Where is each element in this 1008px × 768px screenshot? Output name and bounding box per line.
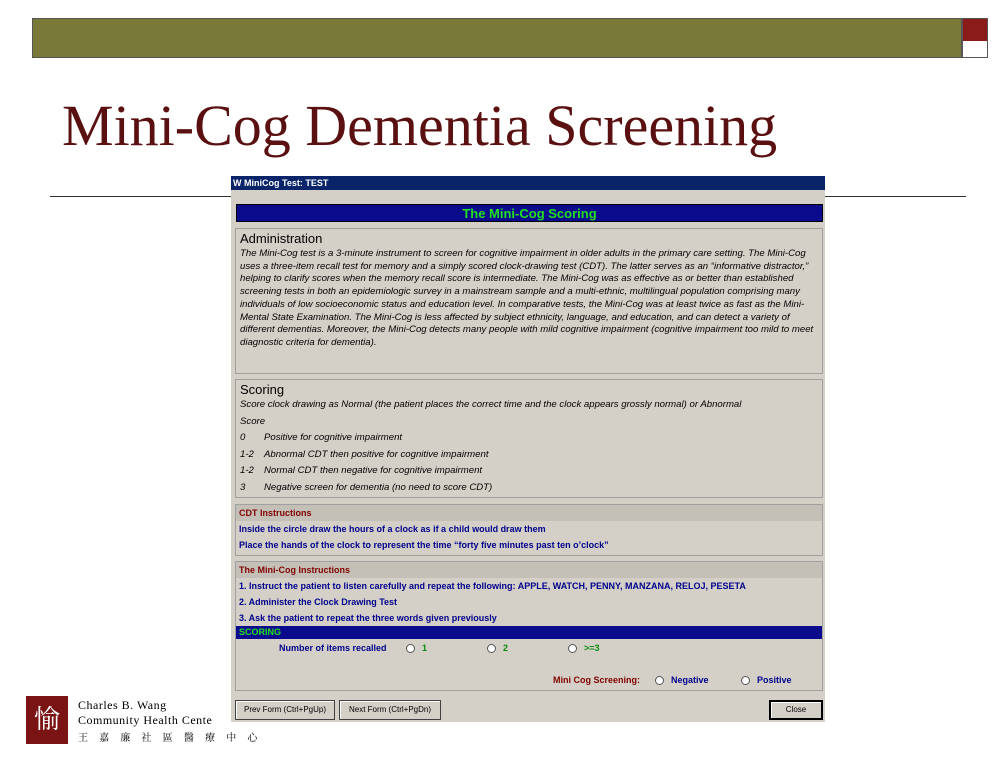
- logo-name: [78, 698, 212, 728]
- cdt-heading: CDT Instructions: [236, 505, 822, 521]
- scoring-score-label: Score: [240, 415, 266, 427]
- scoring-code: 3: [240, 481, 246, 493]
- cdt-line: Place the hands of the clock to represent the time “forty five minutes past ten o’clock”: [239, 540, 609, 550]
- scoring-intro: Score clock drawing as Normal (the patient places the correct time and the clock appears grossly normal) or Abnormal: [240, 399, 742, 410]
- items-recalled-label: Number of items recalled: [279, 643, 387, 653]
- radio-items-3plus[interactable]: [568, 644, 577, 653]
- window-title-bar: W MiniCog Test: TEST: [231, 176, 825, 190]
- instruction-line: 2. Administer the Clock Drawing Test: [239, 597, 398, 607]
- scoring-text: Normal CDT then negative for cognitive impairment: [264, 465, 483, 476]
- administration-text: The Mini-Cog test is a 3-minute instrument to screen for cognitive impairment in older adults in the primary care setting. The Mini-Cog uses a three-item recall test for memory and a simply scored clock-drawing test (CDT). The latter serves as an “informative distractor,” helping to clarify scores when the memory recall score is intermediate. The Mini-Cog was as effective as or better than established screening tests in both an epidemiologic survey in a mainstream sample and a multi-ethnic, multilingual population comprising many individuals of low socioeconomic status and education level. In comparative tests, the Mini-Cog was at least twice as fast as the Mini-Mental State Examination. The Mini-Cog is less affected by subject ethnicity, language, and education, and can detect a variety of different dementias. Moreover, the Mini-Cog detects many people with mild cognitive impairment (cognitive impairment too mild to meet diagnostic criteria for dementia).: [240, 248, 814, 348]
- slide-top-bar-accent: [962, 18, 988, 58]
- slide-top-bar: [32, 18, 962, 58]
- screening-row: [236, 669, 822, 699]
- scoring-row: [240, 480, 818, 497]
- scoring-row: [240, 430, 818, 447]
- scoring-row: [240, 463, 818, 480]
- instructions-panel: [235, 561, 823, 691]
- scoring-banner: The Mini-Cog Scoring: [236, 204, 823, 222]
- instruction-line: 1. Instruct the patient to listen carefully and repeat the following: APPLE, WATCH, PENNY, MANZANA, RELOJ, PESETA: [239, 581, 746, 591]
- prev-form-button[interactable]: Prev Form (Ctrl+PgUp): [235, 700, 335, 720]
- title-rule-right: [824, 196, 966, 197]
- logo-chinese-name: 王 嘉 廉 社 區 醫 療 中 心: [78, 733, 262, 744]
- scoring-bar: SCORING: [236, 626, 822, 639]
- cdt-line: Inside the circle draw the hours of a clock as if a child would draw them: [239, 524, 546, 534]
- cdt-panel: [235, 504, 823, 556]
- scoring-code: 1-2: [240, 465, 254, 476]
- radio-negative-label: Negative: [671, 675, 709, 685]
- scoring-heading: Scoring: [240, 382, 285, 397]
- scoring-text: Positive for cognitive impairment: [264, 432, 403, 443]
- scoring-panel: [235, 379, 823, 498]
- instructions-heading: The Mini-Cog Instructions: [236, 562, 822, 578]
- scoring-code: 0: [240, 432, 246, 443]
- radio-positive[interactable]: [741, 676, 750, 685]
- scoring-row: [240, 447, 818, 464]
- scoring-text: Negative screen for dementia (no need to score CDT): [264, 481, 493, 493]
- radio-items-1[interactable]: [406, 644, 415, 653]
- administration-panel: [235, 228, 823, 374]
- items-recalled-row: [236, 639, 822, 669]
- next-form-button[interactable]: Next Form (Ctrl+PgDn): [339, 700, 441, 720]
- radio-items-3plus-label: >=3: [584, 643, 600, 653]
- chc-logo-icon: 愉: [26, 696, 68, 744]
- scoring-text: Abnormal CDT then positive for cognitive impairment: [264, 448, 489, 460]
- logo-name-line2: Community Health Cente: [78, 713, 213, 727]
- radio-items-2[interactable]: [487, 644, 496, 653]
- administration-heading: Administration: [240, 231, 323, 246]
- title-rule-left: [50, 196, 234, 197]
- logo-name-line1: Charles B. Wang: [78, 698, 167, 712]
- instruction-line: 3. Ask the patient to repeat the three words given previously: [239, 613, 497, 623]
- screening-label: Mini Cog Screening:: [553, 675, 641, 685]
- minicog-window: [231, 176, 825, 722]
- slide-title: Mini-Cog Dementia Screening: [62, 93, 778, 158]
- radio-items-2-label: 2: [503, 643, 509, 653]
- scoring-code: 1-2: [240, 448, 254, 460]
- radio-items-1-label: 1: [422, 643, 428, 653]
- radio-positive-label: Positive: [757, 675, 792, 685]
- close-button[interactable]: Close: [769, 700, 823, 720]
- radio-negative[interactable]: [655, 676, 664, 685]
